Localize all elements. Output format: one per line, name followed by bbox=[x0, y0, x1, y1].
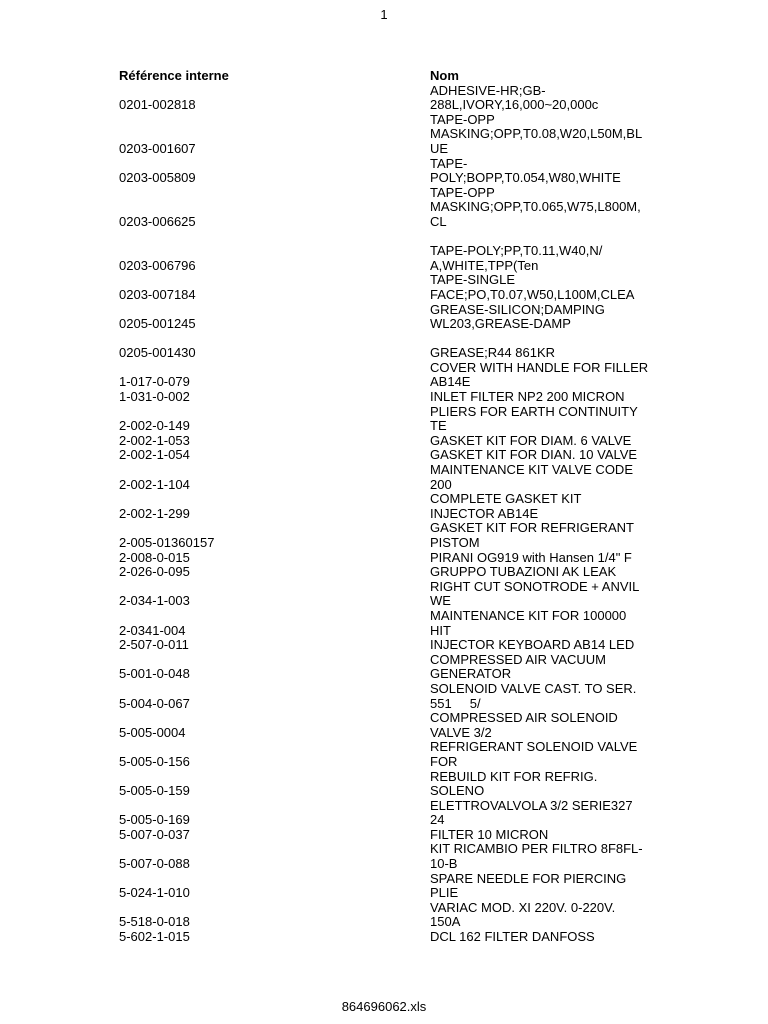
table-row bbox=[119, 638, 659, 653]
table-row bbox=[119, 157, 659, 186]
table-row bbox=[119, 711, 659, 740]
nom-cell: SOLENOID VALVE CAST. TO SER. 551 5/ bbox=[430, 680, 637, 711]
table-row bbox=[119, 303, 659, 332]
table-row bbox=[119, 565, 659, 580]
table-row bbox=[119, 770, 659, 799]
ref-cell: 5-004-0-067 bbox=[119, 695, 190, 711]
ref-cell: 5-005-0004 bbox=[119, 724, 186, 740]
ref-cell: 1-031-0-002 bbox=[119, 389, 190, 405]
table-row bbox=[119, 332, 659, 361]
ref-cell: 2-507-0-011 bbox=[119, 637, 189, 653]
ref-cell: 0203-006796 bbox=[119, 257, 196, 273]
nom-cell: GREASE;R44 861KR bbox=[430, 345, 556, 361]
nom-cell: PLIERS FOR EARTH CONTINUITY TE bbox=[430, 403, 638, 434]
table-row bbox=[119, 405, 659, 434]
nom-cell: DCL 162 FILTER DANFOSS bbox=[430, 929, 595, 945]
ref-cell: 5-024-1-010 bbox=[119, 885, 190, 901]
table-header bbox=[119, 69, 659, 84]
nom-cell: REFRIGERANT SOLENOID VALVE FOR bbox=[430, 739, 638, 769]
table-row bbox=[119, 901, 659, 930]
nom-cell: ADHESIVE-HR;GB- 288L,IVORY,16,000~20,000c bbox=[430, 82, 599, 113]
nom-cell: TAPE-POLY;PP,T0.11,W40,N/ A,WHITE,TPP(Ten bbox=[430, 243, 603, 273]
table-row bbox=[119, 551, 659, 566]
table-row bbox=[119, 463, 659, 492]
table-row bbox=[119, 521, 659, 550]
nom-cell: RIGHT CUT SONOTRODE + ANVIL WE bbox=[430, 578, 640, 609]
nom-cell: MAINTENANCE KIT VALVE CODE 200 bbox=[430, 462, 633, 492]
header-nom: Nom bbox=[430, 68, 459, 83]
ref-cell: 5-005-0-169 bbox=[119, 812, 190, 828]
nom-cell: GASKET KIT FOR DIAM. 6 VALVE bbox=[430, 432, 632, 448]
nom-cell: SPARE NEEDLE FOR PIERCING PLIE bbox=[430, 870, 627, 901]
ref-cell: 2-008-0-015 bbox=[119, 549, 190, 565]
table-body bbox=[119, 84, 659, 945]
ref-cell: 2-002-1-104 bbox=[119, 476, 190, 492]
ref-cell: 5-007-0-088 bbox=[119, 856, 190, 872]
table-row bbox=[119, 434, 659, 449]
nom-cell: PIRANI OG919 with Hansen 1/4" F bbox=[430, 549, 632, 565]
ref-cell: 2-005-01360157 bbox=[119, 535, 215, 550]
table-row bbox=[119, 113, 659, 157]
header-ref: Référence interne bbox=[119, 68, 229, 83]
nom-cell: ELETTROVALVOLA 3/2 SERIE327 24 bbox=[430, 797, 633, 828]
table-row bbox=[119, 653, 659, 682]
table-row bbox=[119, 390, 659, 405]
ref-cell: 5-518-0-018 bbox=[119, 914, 190, 930]
nom-cell: TAPE-SINGLE FACE;PO,T0.07,W50,L100M,CLEA bbox=[430, 272, 635, 302]
ref-cell: 0203-007184 bbox=[119, 286, 196, 302]
footer-filename: 864696062.xls bbox=[341, 999, 427, 1014]
nom-cell: FILTER 10 MICRON bbox=[430, 826, 549, 842]
nom-cell: INJECTOR KEYBOARD AB14 LED bbox=[430, 637, 635, 653]
nom-cell: TAPE-OPP MASKING;OPP,T0.08,W20,L50M,BL UE bbox=[430, 111, 643, 156]
table-row bbox=[119, 828, 659, 843]
table-row bbox=[119, 230, 659, 274]
ref-cell: 2-034-1-003 bbox=[119, 593, 190, 609]
ref-cell: 2-002-1-299 bbox=[119, 505, 190, 521]
nom-cell: GASKET KIT FOR REFRIGERANT PISTOM bbox=[430, 520, 634, 550]
table-row bbox=[119, 492, 659, 521]
nom-cell: GASKET KIT FOR DIAN. 10 VALVE bbox=[430, 447, 638, 463]
table-row bbox=[119, 842, 659, 871]
nom-cell: COMPLETE GASKET KIT INJECTOR AB14E bbox=[430, 491, 582, 521]
ref-cell: 2-002-1-053 bbox=[119, 432, 190, 448]
ref-cell: 0203-006625 bbox=[119, 213, 196, 229]
table-row bbox=[119, 682, 659, 711]
ref-cell: 1-017-0-079 bbox=[119, 374, 190, 390]
table-row bbox=[119, 580, 659, 609]
nom-cell: TAPE-OPP MASKING;OPP,T0.065,W75,L800M, CL bbox=[430, 184, 641, 229]
table-row bbox=[119, 448, 659, 463]
nom-cell: COVER WITH HANDLE FOR FILLER AB14E bbox=[430, 359, 649, 390]
table-row bbox=[119, 84, 659, 113]
ref-cell: 2-0341-004 bbox=[119, 622, 186, 638]
table-row bbox=[119, 609, 659, 638]
nom-cell: MAINTENANCE KIT FOR 100000 HIT bbox=[430, 607, 627, 638]
table-row bbox=[119, 930, 659, 945]
ref-cell: 0203-001607 bbox=[119, 140, 196, 156]
table-row bbox=[119, 273, 659, 302]
nom-cell: COMPRESSED AIR VACUUM GENERATOR bbox=[430, 651, 607, 682]
nom-cell: GREASE-SILICON;DAMPING WL203,GREASE-DAMP bbox=[430, 301, 605, 332]
nom-cell: GRUPPO TUBAZIONI AK LEAK bbox=[430, 564, 617, 580]
ref-cell: 5-602-1-015 bbox=[119, 929, 190, 945]
ref-cell: 0201-002818 bbox=[119, 97, 196, 113]
nom-cell: TAPE- POLY;BOPP,T0.054,W80,WHITE bbox=[430, 155, 621, 186]
nom-cell: VARIAC MOD. XI 220V. 0-220V. 150A bbox=[430, 899, 616, 930]
ref-cell: 2-002-1-054 bbox=[119, 447, 190, 463]
ref-cell: 2-002-0-149 bbox=[119, 418, 190, 434]
table-row bbox=[119, 186, 659, 230]
page-number: 1 bbox=[380, 7, 388, 22]
table-row bbox=[119, 799, 659, 828]
ref-cell: 0205-001430 bbox=[119, 345, 196, 361]
ref-cell: 0205-001245 bbox=[119, 316, 196, 332]
nom-cell: KIT RICAMBIO PER FILTRO 8F8FL- 10-B bbox=[430, 841, 643, 872]
ref-cell: 2-026-0-095 bbox=[119, 564, 190, 580]
nom-cell: INLET FILTER NP2 200 MICRON bbox=[430, 389, 625, 405]
ref-cell: 5-001-0-048 bbox=[119, 666, 190, 682]
table-row bbox=[119, 740, 659, 769]
ref-cell: 5-005-0-159 bbox=[119, 783, 190, 799]
table-row bbox=[119, 872, 659, 901]
ref-cell: 5-005-0-156 bbox=[119, 753, 190, 769]
table-row bbox=[119, 361, 659, 390]
nom-cell: REBUILD KIT FOR REFRIG. SOLENO bbox=[430, 768, 598, 799]
ref-cell: 5-007-0-037 bbox=[119, 826, 190, 842]
parts-table bbox=[119, 69, 659, 945]
nom-cell: COMPRESSED AIR SOLENOID VALVE 3/2 bbox=[430, 710, 618, 740]
ref-cell: 0203-005809 bbox=[119, 170, 196, 186]
